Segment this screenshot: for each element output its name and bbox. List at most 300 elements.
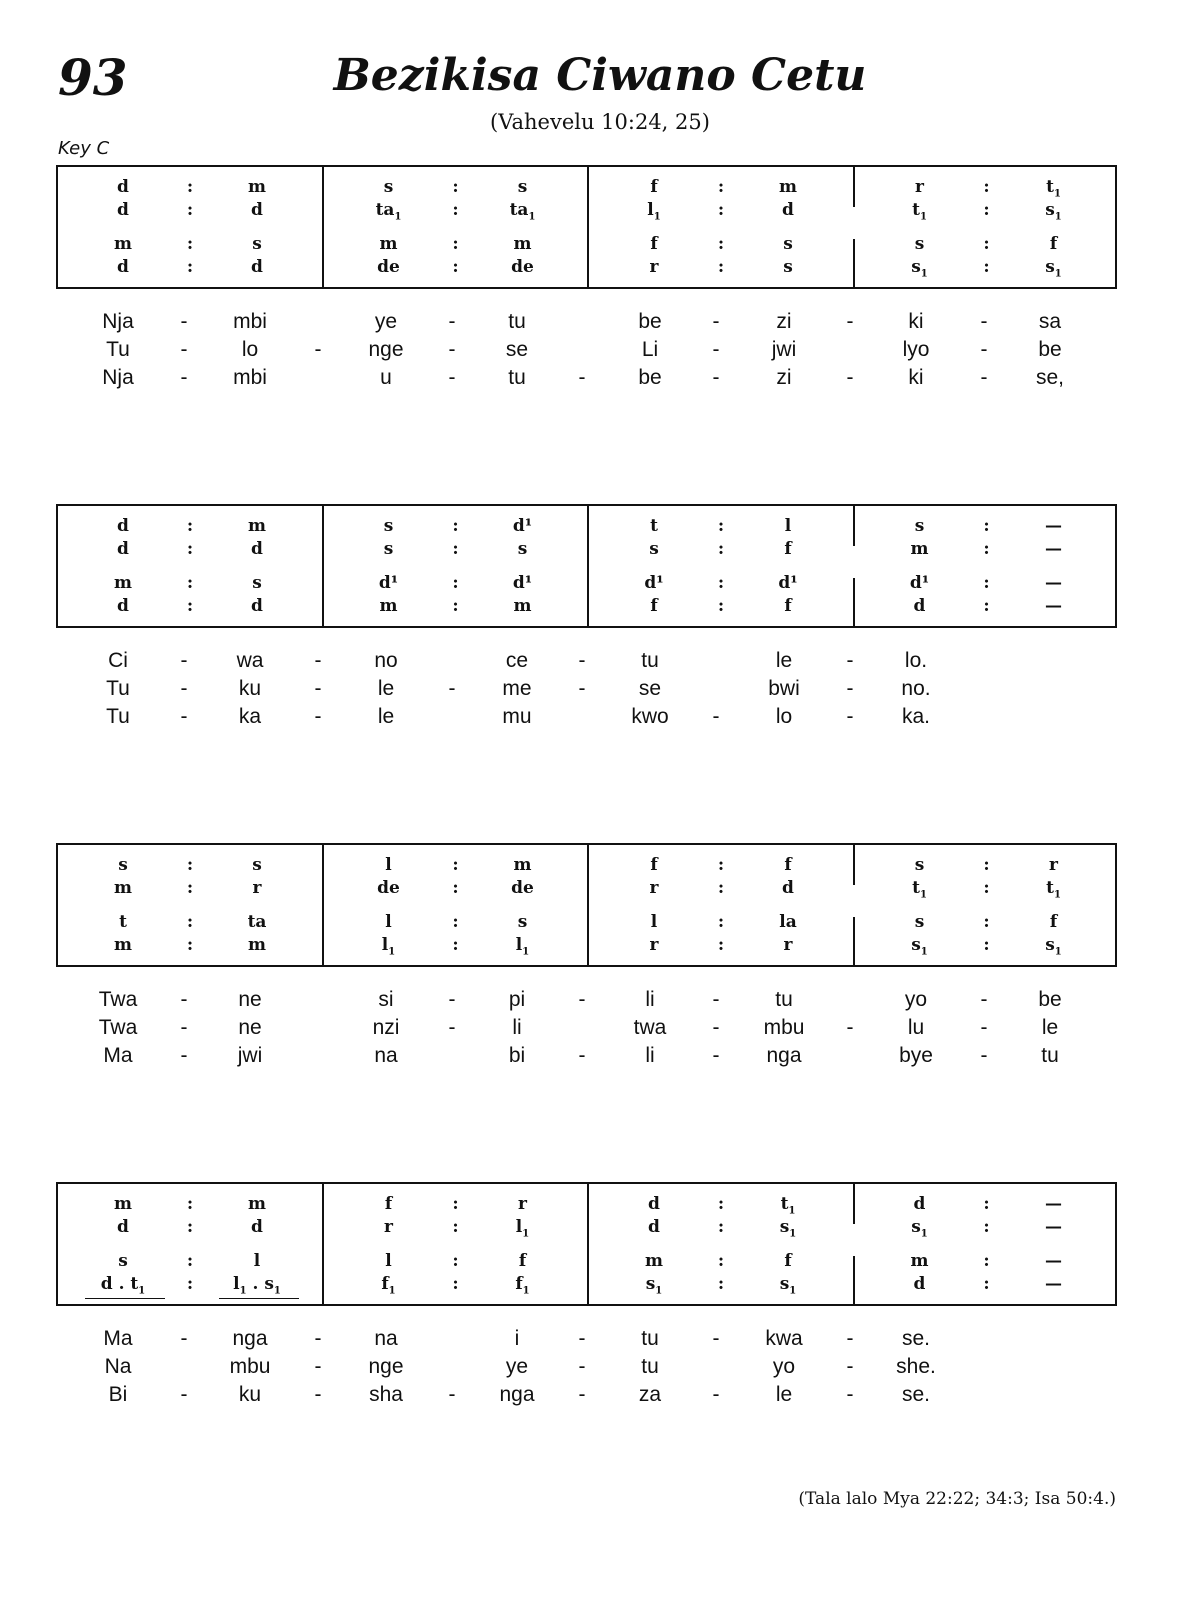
sol-fa-note: f xyxy=(650,596,658,616)
sol-fa-note: l xyxy=(385,1251,392,1271)
sol-fa-note: m xyxy=(645,1251,663,1271)
lyric-syllable: nga xyxy=(766,1044,802,1067)
beat-colon: : xyxy=(983,200,990,220)
lyric-syllable: se, xyxy=(1035,366,1065,389)
sol-fa-note: $s_1$ xyxy=(911,935,928,958)
lyric-syllable: me xyxy=(502,677,532,700)
sol-fa-note: m xyxy=(513,234,532,254)
sol-fa-note: d xyxy=(117,596,129,616)
sol-fa-note: la xyxy=(779,912,797,932)
lyric-hyphen: - xyxy=(846,366,854,389)
sol-fa-note: d¹ xyxy=(512,573,533,593)
lyric-hyphen: - xyxy=(980,366,988,389)
lyric-syllable: sa xyxy=(1038,310,1062,333)
staff-system-1 xyxy=(56,165,1117,289)
sol-fa-note: m xyxy=(114,1194,132,1214)
sol-fa-note: $t_1$ xyxy=(912,200,927,223)
sol-fa-note: s xyxy=(252,234,262,254)
lyric-hyphen: - xyxy=(180,988,188,1011)
lyric-syllable: li xyxy=(512,1016,522,1039)
lyric-syllable: nga xyxy=(499,1383,535,1406)
sol-fa-note: l xyxy=(253,1251,261,1271)
sol-fa-note: $t_1$ xyxy=(780,1194,796,1217)
sol-fa-note: s xyxy=(252,573,262,593)
beat-colon: : xyxy=(186,234,194,254)
sol-fa-note: — xyxy=(1045,1194,1062,1214)
lyric-syllable: lyo xyxy=(902,338,930,361)
barline xyxy=(853,506,855,546)
barline xyxy=(322,845,324,965)
lyric-hyphen: - xyxy=(578,1355,586,1378)
lyric-hyphen: - xyxy=(712,705,720,728)
lyric-syllable: Bi xyxy=(108,1383,128,1406)
lyric-syllable: ka. xyxy=(901,705,931,728)
lyric-hyphen: - xyxy=(448,1383,456,1406)
beat-colon: : xyxy=(452,855,459,875)
lyric-hyphen: - xyxy=(448,310,456,333)
sol-fa-note: f xyxy=(384,1194,393,1214)
lyric-syllable: tu xyxy=(641,649,659,672)
sol-fa-note: d¹ xyxy=(909,573,930,593)
lyric-syllable: be xyxy=(638,366,662,389)
beat-colon: : xyxy=(717,1194,725,1214)
beat-colon: : xyxy=(717,539,725,559)
beat-colon: : xyxy=(452,200,459,220)
lyric-syllable: be xyxy=(638,310,662,333)
lyric-hyphen: - xyxy=(180,310,188,333)
sol-fa-note: m xyxy=(513,855,532,875)
sol-fa-note: d xyxy=(251,1217,263,1237)
lyric-hyphen: - xyxy=(314,649,322,672)
sol-fa-note: — xyxy=(1045,596,1062,616)
sol-fa-note: s xyxy=(383,539,394,559)
barline xyxy=(853,917,855,965)
barline xyxy=(587,506,589,626)
lyric-syllable: kwa xyxy=(765,1327,803,1350)
lyric-syllable: ye xyxy=(505,1355,529,1378)
sol-fa-note: $t_1$ xyxy=(912,878,927,901)
lyric-hyphen: - xyxy=(712,1383,720,1406)
lyric-hyphen: - xyxy=(712,366,720,389)
lyric-syllable: pi xyxy=(508,988,526,1011)
beat-colon: : xyxy=(717,596,725,616)
beat-colon: : xyxy=(452,573,459,593)
sol-fa-note: d¹ xyxy=(512,516,533,536)
staff-system-2 xyxy=(56,504,1117,628)
lyric-syllable: tu xyxy=(508,366,526,389)
sol-fa-note: $l_1$ xyxy=(647,200,661,223)
beat-colon: : xyxy=(186,878,194,898)
barline xyxy=(587,845,589,965)
barline xyxy=(853,167,855,207)
lyric-syllable: i xyxy=(514,1327,520,1350)
beat-colon: : xyxy=(983,1194,990,1214)
sol-fa-note: $f_1$ xyxy=(381,1274,396,1297)
lyric-syllable: u xyxy=(380,366,392,389)
barline xyxy=(322,506,324,626)
beat-colon: : xyxy=(452,257,459,277)
lyric-syllable: le xyxy=(377,705,395,728)
lyric-hyphen: - xyxy=(846,705,854,728)
lyric-hyphen: - xyxy=(578,649,586,672)
lyric-syllable: Twa xyxy=(98,1016,138,1039)
lyric-syllable: ka xyxy=(238,705,262,728)
beat-colon: : xyxy=(452,912,459,932)
sol-fa-note: de xyxy=(511,878,534,898)
beat-colon: : xyxy=(717,935,725,955)
lyric-syllable: no xyxy=(374,649,398,672)
lyric-hyphen: - xyxy=(578,988,586,1011)
lyric-syllable: be xyxy=(1038,988,1062,1011)
sol-fa-note: m xyxy=(114,878,132,898)
lyric-hyphen: - xyxy=(846,649,854,672)
lyric-syllable: she. xyxy=(896,1355,936,1378)
sol-fa-note: d¹ xyxy=(378,573,399,593)
lyric-syllable: ki xyxy=(908,310,924,333)
lyric-hyphen: - xyxy=(448,366,456,389)
lyric-syllable: tu xyxy=(641,1355,659,1378)
sol-fa-note: m xyxy=(248,516,266,536)
lyric-syllable: za xyxy=(638,1383,662,1406)
beat-colon: : xyxy=(983,539,990,559)
sol-fa-note: d xyxy=(251,257,263,277)
lyric-syllable: li xyxy=(645,1044,655,1067)
sol-fa-note: de xyxy=(511,257,534,277)
sol-fa-note: f xyxy=(650,177,658,197)
sol-fa-note: s xyxy=(517,539,528,559)
sol-fa-note: s xyxy=(517,912,528,932)
lyric-syllable: wa xyxy=(236,649,264,672)
lyric-syllable: jwi xyxy=(771,338,797,361)
sol-fa-note: m xyxy=(910,539,929,559)
sol-fa-note: s xyxy=(649,539,659,559)
lyric-syllable: le xyxy=(1041,1016,1059,1039)
lyric-syllable: bye xyxy=(899,1044,933,1067)
beat-colon: : xyxy=(717,855,725,875)
sol-fa-note: s xyxy=(118,855,128,875)
sol-fa-note: $t_1$ xyxy=(1046,177,1061,200)
sol-fa-note: d xyxy=(117,257,129,277)
lyric-syllable: Twa xyxy=(98,988,138,1011)
lyric-syllable: zi xyxy=(776,310,792,333)
sol-fa-note: ta xyxy=(247,912,267,932)
sol-fa-note: m xyxy=(379,596,398,616)
sol-fa-note: d xyxy=(782,200,794,220)
slur-underline xyxy=(85,1298,165,1299)
lyric-syllable: se xyxy=(505,338,529,361)
sol-fa-note: t xyxy=(650,516,658,536)
beat-colon: : xyxy=(186,855,194,875)
beat-colon: : xyxy=(186,596,194,616)
beat-colon: : xyxy=(186,1194,194,1214)
sol-fa-note: r xyxy=(783,935,793,955)
sol-fa-note: m xyxy=(248,935,266,955)
lyric-syllable: Tu xyxy=(106,338,130,361)
sol-fa-note: l xyxy=(784,516,792,536)
sol-fa-note: s xyxy=(383,177,394,197)
beat-colon: : xyxy=(983,935,990,955)
sol-fa-note: m xyxy=(779,177,797,197)
sol-fa-note: — xyxy=(1045,1251,1062,1271)
beat-colon: : xyxy=(717,912,725,932)
beat-colon: : xyxy=(717,573,725,593)
sol-fa-note: — xyxy=(1045,573,1062,593)
lyric-syllable: Tu xyxy=(106,705,130,728)
sol-fa-note: $s_1$ xyxy=(1045,935,1062,958)
lyric-syllable: ku xyxy=(238,1383,262,1406)
beat-colon: : xyxy=(452,1194,459,1214)
lyric-hyphen: - xyxy=(448,988,456,1011)
sol-fa-note: f xyxy=(784,539,792,559)
sol-fa-note: — xyxy=(1045,539,1062,559)
scripture-footnote: (Tala lalo Mya 22:22; 34:3; Isa 50:4.) xyxy=(798,1489,1116,1509)
lyric-syllable: tu xyxy=(775,988,793,1011)
lyric-syllable: no. xyxy=(901,677,931,700)
lyric-syllable: bwi xyxy=(768,677,800,700)
lyric-syllable: bi xyxy=(508,1044,526,1067)
sol-fa-note: s xyxy=(517,177,528,197)
beat-colon: : xyxy=(186,1274,194,1294)
lyric-syllable: mbu xyxy=(763,1016,805,1039)
beat-colon: : xyxy=(452,878,459,898)
sol-fa-note: l xyxy=(650,912,658,932)
lyric-syllable: lu xyxy=(907,1016,925,1039)
beat-colon: : xyxy=(983,912,990,932)
sol-fa-note: $ta_1$ xyxy=(509,200,536,223)
beat-colon: : xyxy=(452,596,459,616)
lyric-syllable: se. xyxy=(901,1327,931,1350)
sol-fa-note: $l_1$ xyxy=(515,935,530,958)
beat-colon: : xyxy=(186,516,194,536)
lyric-hyphen: - xyxy=(846,310,854,333)
lyric-syllable: nzi xyxy=(372,1016,400,1039)
lyric-syllable: se xyxy=(638,677,662,700)
sol-fa-note: d¹ xyxy=(644,573,664,593)
beat-colon: : xyxy=(717,516,725,536)
lyric-syllable: mu xyxy=(502,705,532,728)
lyric-hyphen: - xyxy=(180,366,188,389)
slur-underline xyxy=(219,1298,299,1299)
lyric-hyphen: - xyxy=(314,677,322,700)
lyric-syllable: Ma xyxy=(103,1327,133,1350)
lyric-syllable: li xyxy=(645,988,655,1011)
hymn-reference: (Vahevelu 10:24, 25) xyxy=(490,110,710,134)
sol-fa-note: — xyxy=(1045,1217,1062,1237)
sol-fa-note: m xyxy=(513,596,532,616)
sol-fa-note: s xyxy=(783,234,793,254)
sol-fa-note: f xyxy=(518,1251,527,1271)
lyric-hyphen: - xyxy=(180,1383,188,1406)
lyric-syllable: lo xyxy=(241,338,259,361)
beat-colon: : xyxy=(452,1274,459,1294)
sol-fa-note: d xyxy=(117,177,129,197)
lyric-hyphen: - xyxy=(578,1044,586,1067)
lyric-hyphen: - xyxy=(980,338,988,361)
sol-fa-note: r xyxy=(1049,855,1058,875)
lyric-syllable: ne xyxy=(238,988,262,1011)
lyric-hyphen: - xyxy=(712,1044,720,1067)
hymn-title: Bezikisa Ciwano Cetu xyxy=(333,50,867,101)
lyric-syllable: lo xyxy=(775,705,793,728)
lyric-syllable: ce xyxy=(505,649,529,672)
sol-fa-note: s xyxy=(914,234,925,254)
sol-fa-note: d xyxy=(251,596,263,616)
sol-fa-note: s xyxy=(783,257,793,277)
beat-colon: : xyxy=(983,234,990,254)
lyric-syllable: nga xyxy=(232,1327,268,1350)
sol-fa-note: $s_1$ xyxy=(1045,257,1062,280)
key-signature: Key C xyxy=(58,138,110,159)
sol-fa-note: d¹ xyxy=(778,573,798,593)
sol-fa-note: $ta_1$ xyxy=(375,200,402,223)
beat-colon: : xyxy=(452,234,459,254)
lyric-syllable: be xyxy=(1038,338,1062,361)
lyric-hyphen: - xyxy=(180,338,188,361)
sol-fa-note: f xyxy=(1049,234,1058,254)
sol-fa-note: f xyxy=(784,1251,792,1271)
barline xyxy=(853,239,855,287)
beat-colon: : xyxy=(983,573,990,593)
lyric-hyphen: - xyxy=(314,338,322,361)
beat-colon: : xyxy=(983,257,990,277)
lyric-hyphen: - xyxy=(980,310,988,333)
beat-colon: : xyxy=(717,177,725,197)
lyric-syllable: yo xyxy=(904,988,928,1011)
lyric-hyphen: - xyxy=(846,1355,854,1378)
sol-fa-note: $s_1$ xyxy=(779,1217,797,1240)
beat-colon: : xyxy=(186,257,194,277)
lyric-hyphen: - xyxy=(314,1355,322,1378)
lyric-syllable: ku xyxy=(238,677,262,700)
lyric-syllable: mbi xyxy=(233,366,267,389)
lyric-hyphen: - xyxy=(180,1327,188,1350)
sol-fa-note: f xyxy=(650,234,658,254)
beat-colon: : xyxy=(983,1274,990,1294)
sol-fa-note: d xyxy=(648,1217,660,1237)
sol-fa-note: — xyxy=(1045,1274,1062,1294)
sol-fa-note: d xyxy=(117,1217,129,1237)
sol-fa-note: r xyxy=(649,257,659,277)
sol-fa-note: m xyxy=(379,234,398,254)
sol-fa-note: m xyxy=(248,1194,266,1214)
lyric-syllable: Nja xyxy=(102,310,134,333)
beat-colon: : xyxy=(717,1217,725,1237)
beat-colon: : xyxy=(717,1251,725,1271)
lyric-hyphen: - xyxy=(180,1044,188,1067)
sol-fa-note: s xyxy=(914,912,925,932)
lyric-hyphen: - xyxy=(712,310,720,333)
sol-fa-note: m xyxy=(114,573,132,593)
lyric-hyphen: - xyxy=(980,1016,988,1039)
lyric-hyphen: - xyxy=(578,366,586,389)
beat-colon: : xyxy=(452,935,459,955)
beat-colon: : xyxy=(186,177,194,197)
lyric-syllable: ye xyxy=(374,310,398,333)
sol-fa-note: d xyxy=(117,539,129,559)
lyric-syllable: zi xyxy=(776,366,792,389)
sol-fa-note: l xyxy=(385,855,392,875)
beat-colon: : xyxy=(717,257,725,277)
sol-fa-note: $l_1$ xyxy=(515,1217,530,1240)
lyric-hyphen: - xyxy=(448,677,456,700)
lyric-syllable: na xyxy=(374,1327,398,1350)
sol-fa-note: $s_1$ xyxy=(1045,200,1062,223)
sol-fa-note: r xyxy=(384,1217,393,1237)
lyric-syllable: jwi xyxy=(237,1044,263,1067)
sol-fa-note: f xyxy=(1049,912,1058,932)
beat-colon: : xyxy=(186,200,194,220)
beat-colon: : xyxy=(186,1251,194,1271)
lyric-syllable: tu xyxy=(1041,1044,1059,1067)
sol-fa-note: d xyxy=(251,200,263,220)
beat-colon: : xyxy=(452,177,459,197)
sol-fa-note: s xyxy=(914,855,925,875)
barline xyxy=(322,167,324,287)
sol-fa-note: f xyxy=(784,596,792,616)
lyric-hyphen: - xyxy=(448,1016,456,1039)
lyric-syllable: lo. xyxy=(904,649,928,672)
lyric-syllable: Ma xyxy=(103,1044,133,1067)
beat-colon: : xyxy=(983,1251,990,1271)
lyric-hyphen: - xyxy=(578,1383,586,1406)
beat-colon: : xyxy=(452,1251,459,1271)
lyric-hyphen: - xyxy=(846,677,854,700)
beat-colon: : xyxy=(983,177,990,197)
beat-colon: : xyxy=(186,935,194,955)
sol-fa-note: d xyxy=(117,516,129,536)
hymn-number: 93 xyxy=(58,48,128,107)
sol-fa-note: r xyxy=(915,177,924,197)
lyric-hyphen: - xyxy=(846,1383,854,1406)
lyric-syllable: le xyxy=(775,649,793,672)
sol-fa-note: de xyxy=(377,257,400,277)
sol-fa-note: $l_1$ xyxy=(381,935,396,958)
sol-fa-note: m xyxy=(114,234,132,254)
lyric-syllable: nge xyxy=(368,1355,404,1378)
lyric-hyphen: - xyxy=(846,1016,854,1039)
beat-colon: : xyxy=(983,878,990,898)
lyric-hyphen: - xyxy=(846,1327,854,1350)
lyric-hyphen: - xyxy=(578,1327,586,1350)
lyric-hyphen: - xyxy=(712,1016,720,1039)
lyric-syllable: ne xyxy=(238,1016,262,1039)
sol-fa-note: l xyxy=(385,912,392,932)
lyric-syllable: yo xyxy=(772,1355,796,1378)
lyric-hyphen: - xyxy=(180,1016,188,1039)
lyric-syllable: Tu xyxy=(106,677,130,700)
lyric-hyphen: - xyxy=(314,1383,322,1406)
lyric-syllable: kwo xyxy=(631,705,669,728)
lyric-syllable: sha xyxy=(369,1383,403,1406)
beat-colon: : xyxy=(186,1217,194,1237)
lyric-syllable: Nja xyxy=(102,366,134,389)
lyric-syllable: le xyxy=(377,677,395,700)
lyric-syllable: se. xyxy=(901,1383,931,1406)
sol-fa-note: d xyxy=(251,539,263,559)
lyric-syllable: ki xyxy=(908,366,924,389)
beat-colon: : xyxy=(983,855,990,875)
beat-colon: : xyxy=(186,912,194,932)
beat-colon: : xyxy=(452,516,459,536)
lyric-hyphen: - xyxy=(314,1327,322,1350)
lyric-hyphen: - xyxy=(980,988,988,1011)
sol-fa-note: $s_1$ xyxy=(911,257,928,280)
sol-fa-note: s xyxy=(118,1251,128,1271)
sol-fa-note: d xyxy=(913,1194,926,1214)
beat-colon: : xyxy=(452,539,459,559)
lyric-syllable: si xyxy=(378,988,394,1011)
beat-colon: : xyxy=(452,1217,459,1237)
